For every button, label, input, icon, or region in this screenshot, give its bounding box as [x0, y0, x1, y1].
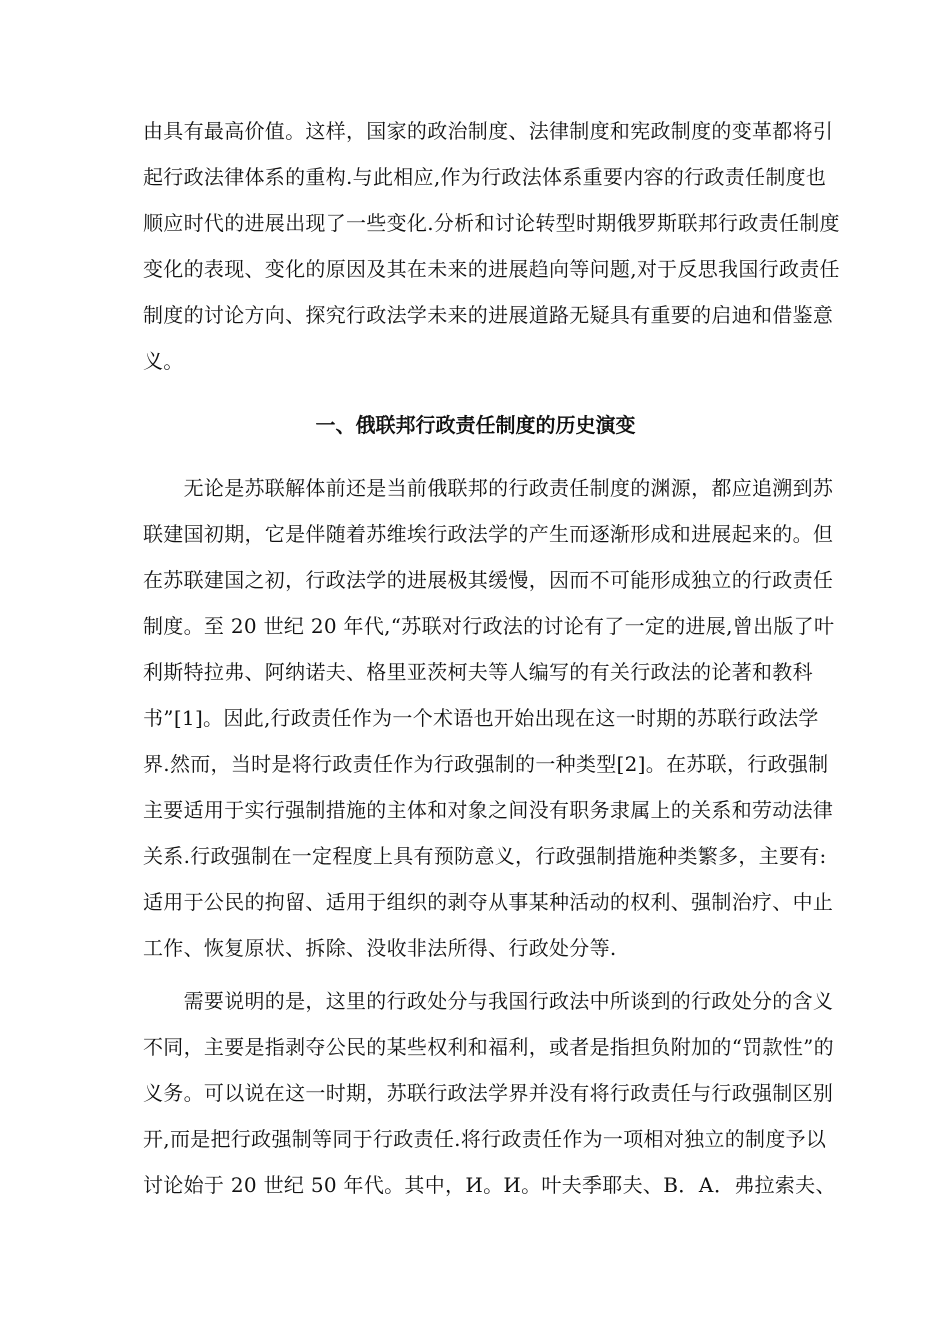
text-line: 顺应时代的进展出现了一些变化.分析和讨论转型时期俄罗斯联邦行政责任制度: [143, 211, 840, 235]
text-line: 在苏联建国之初，行政法学的进展极其缓慢，因而不可能形成独立的行政责任: [143, 568, 834, 592]
text-line: 不同，主要是指剥夺公民的某些权利和福利，或者是指担负附加的“罚款性”的: [143, 1035, 834, 1059]
text-line: 书”[1]。因此,行政责任作为一个术语也开始出现在这一时期的苏联行政法学: [143, 706, 819, 730]
text-line: 讨论始于 20 世纪 50 年代。其中，И。И。叶夫季耶夫、В．А．弗拉索夫、: [143, 1173, 836, 1197]
text-line: 变化的表现、变化的原因及其在未来的进展趋向等问题,对于反思我国行政责任: [143, 257, 840, 281]
text-line: 联建国初期，它是伴随着苏维埃行政法学的产生而逐渐形成和进展起来的。但: [143, 522, 834, 546]
text-line: 界.然而，当时是将行政责任作为行政强制的一种类型[2]。在苏联，行政强制: [143, 752, 829, 776]
text-line: 主要适用于实行强制措施的主体和对象之间没有职务隶属上的关系和劳动法律: [143, 798, 834, 822]
text-line: 利斯特拉弗、阿纳诺夫、格里亚茨柯夫等人编写的有关行政法的论著和教科: [143, 660, 813, 684]
paragraph-explanation: [143, 978, 836, 1208]
text-line: 制度。至 20 世纪 20 年代,“苏联对行政法的讨论有了一定的进展,曾出版了叶: [143, 614, 835, 638]
text-line: 由具有最高价值。这样，国家的政治制度、法律制度和宪政制度的变革都将引: [143, 119, 834, 143]
paragraph-intro: [143, 108, 840, 384]
text-line: 工作、恢复原状、拆除、没收非法所得、行政处分等.: [143, 936, 617, 960]
text-line: 无论是苏联解体前还是当前俄联邦的行政责任制度的渊源，都应追溯到苏: [143, 476, 834, 500]
paragraph-history: [143, 465, 835, 971]
section-heading: 一、俄联邦行政责任制度的历史演变: [315, 413, 636, 437]
text-line: 需要说明的是，这里的行政处分与我国行政法中所谈到的行政处分的含义: [143, 989, 834, 1013]
text-line: 关系.行政强制在一定程度上具有预防意义，行政强制措施种类繁多，主要有:: [143, 844, 827, 868]
text-line: 适用于公民的拘留、适用于组织的剥夺从事某种活动的权利、强制治疗、中止: [143, 890, 834, 914]
text-line: 义务。可以说在这一时期，苏联行政法学界并没有将行政责任与行政强制区别: [143, 1081, 834, 1105]
text-line: 义。: [143, 349, 184, 373]
text-line: 起行政法律体系的重构.与此相应,作为行政法体系重要内容的行政责任制度也: [143, 165, 827, 189]
text-line: 制度的讨论方向、探究行政法学未来的进展道路无疑具有重要的启迪和借鉴意: [143, 303, 834, 327]
text-line: 开,而是把行政强制等同于行政责任.将行政责任作为一项相对独立的制度予以: [143, 1127, 827, 1151]
